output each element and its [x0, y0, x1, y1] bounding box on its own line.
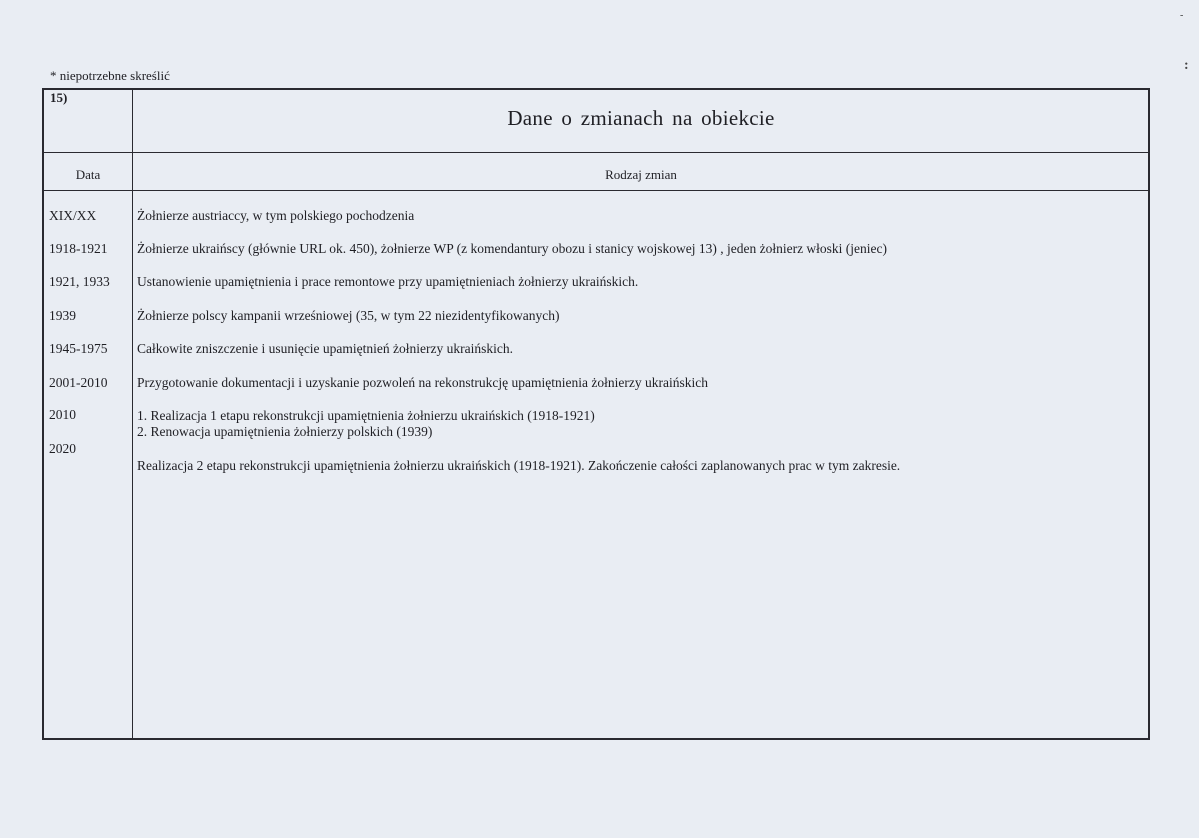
corner-mark-side: :: [1184, 58, 1189, 73]
section-title: Dane o zmianach na obiekcie: [507, 106, 775, 130]
change-cell: Całkowite zniszczenie i usunięcie upamiętnień żołnierzy ukraińskich.: [137, 341, 513, 356]
change-cell: 1. Realizacja 1 etapu rekonstrukcji upamiętnienia żołnierzu ukraińskich (1918-1921): [137, 408, 595, 423]
column-divider: [132, 90, 133, 738]
date-cell: 1921, 1933: [49, 274, 110, 289]
column-header-divider: [44, 190, 1148, 191]
change-cell: Ustanowienie upamiętnienia i prace remontowe przy upamiętnieniach żołnierzy ukraińskich.: [137, 274, 639, 289]
change-cell: 2. Renowacja upamiętnienia żołnierzy polskich (1939): [137, 424, 433, 439]
footnote: * niepotrzebne skreślić: [50, 68, 170, 83]
date-cell: 1918-1921: [49, 241, 108, 256]
change-cell: Żołnierze ukraińscy (głównie URL ok. 450), żołnierze WP (z komendantury obozu i stanicy wojskowej 13) , jeden żołnierz włoski (jeniec): [137, 241, 888, 256]
date-cell: 2020: [49, 441, 76, 456]
date-cell: 1939: [49, 308, 76, 323]
header-divider: [44, 152, 1148, 153]
date-cell: 2010: [49, 407, 76, 422]
corner-mark-top: -: [1180, 10, 1184, 21]
change-cell: Przygotowanie dokumentacji i uzyskanie pozwoleń na rekonstrukcję upamiętnienia żołnierzy ukraińskich: [137, 375, 708, 390]
section-number: 15): [50, 90, 68, 105]
date-cell: 2001-2010: [49, 375, 108, 390]
change-cell: Żołnierze austriaccy, w tym polskiego pochodzenia: [137, 208, 415, 223]
column-header-changes: Rodzaj zmian: [605, 167, 677, 182]
date-cell: 1945-1975: [49, 341, 108, 356]
column-header-date: Data: [75, 167, 101, 182]
changes-table: [42, 88, 1150, 740]
change-cell: Realizacja 2 etapu rekonstrukcji upamiętnienia żołnierzu ukraińskich (1918-1921). Zakończenie całości zaplanowanych prac w tym zakresie.: [137, 458, 901, 473]
change-cell: Żołnierze polscy kampanii wrześniowej (35, w tym 22 niezidentyfikowanych): [137, 308, 560, 323]
date-cell: XIX/XX: [49, 208, 97, 223]
